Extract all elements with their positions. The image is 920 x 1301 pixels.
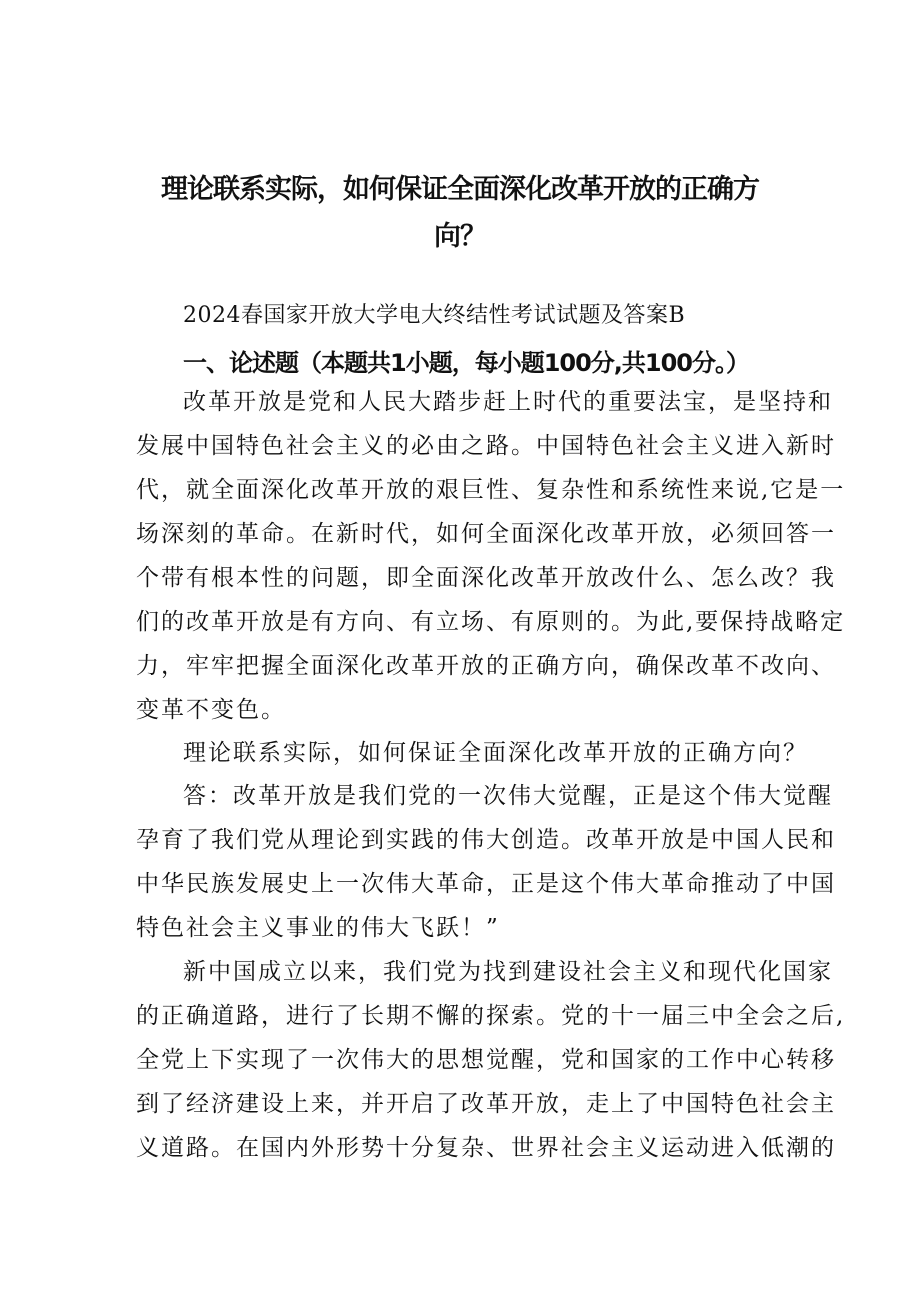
body-line: 力，牢牢把握全面深化改革开放的正确方向，确保改革不改向、 — [136, 653, 836, 679]
document-title-line-1: 理论联系实际，如何保证全面深化改革开放的正确方 — [161, 174, 759, 205]
body-line: 孕育了我们党从理论到实践的伟大创造。改革开放是中国人民和 — [136, 827, 836, 853]
body-line: 场深刻的革命。在新时代，如何全面深化改革开放，必须回答一 — [136, 521, 836, 547]
body-line: 变革不变色。 — [136, 697, 286, 723]
body-line: 代，就全面深化改革开放的艰巨性、复杂性和系统性来说,它是一 — [136, 477, 846, 503]
body-line: 个带有根本性的问题，即全面深化改革开放改什么、怎么改？我 — [136, 565, 836, 591]
exam-subtitle: 2024春国家开放大学电大终结性考试试题及答案B — [183, 303, 686, 328]
body-line: 到了经济建设上来，并开启了改革开放，走上了中国特色社会主 — [136, 1091, 836, 1117]
body-line: 改革开放是党和人民大踏步赶上时代的重要法宝，是坚持和 — [183, 389, 833, 415]
body-line: 义道路。在国内外形势十分复杂、世界社会主义运动进入低潮的 — [136, 1135, 836, 1161]
body-line: 新中国成立以来，我们党为找到建设社会主义和现代化国家 — [183, 959, 833, 985]
answer-line: 答：改革开放是我们党的一次伟大觉醒，正是这个伟大觉醒 — [183, 783, 833, 809]
question-line: 理论联系实际，如何保证全面深化改革开放的正确方向？ — [183, 740, 808, 766]
section-heading: 一、论述题（本题共1小题，每小题100分,共100分。） — [183, 349, 750, 377]
body-line: 发展中国特色社会主义的必由之路。中国特色社会主义进入新时 — [136, 433, 836, 459]
body-line: 的正确道路，进行了长期不懈的探索。党的十一届三中全会之后, — [136, 1003, 846, 1029]
body-line: 全党上下实现了一次伟大的思想觉醒，党和国家的工作中心转移 — [136, 1047, 836, 1073]
document-title-line-2: 向？ — [434, 221, 486, 252]
body-line: 们的改革开放是有方向、有立场、有原则的。为此,要保持战略定 — [136, 609, 846, 635]
body-line: 中华民族发展史上一次伟大革命，正是这个伟大革命推动了中国 — [136, 871, 836, 897]
body-line: 特色社会主义事业的伟大飞跃！” — [136, 915, 500, 941]
